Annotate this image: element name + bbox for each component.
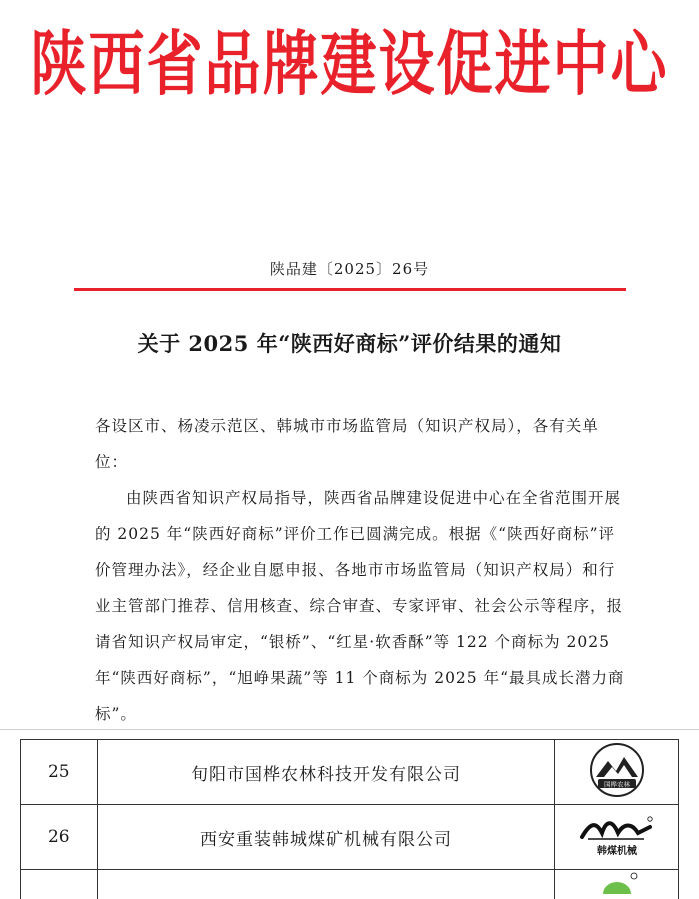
guohua-logo-icon (586, 741, 648, 799)
row-number: 25 (21, 740, 98, 805)
logo-cell (555, 805, 679, 870)
guohua-logo-text: 国桦农林 (604, 779, 631, 788)
salutation: 各设区市、杨凌示范区、韩城市市场监管局（知识产权局），各有关单位： (95, 408, 625, 480)
body-paragraph: 由陕西省知识产权局指导，陕西省品牌建设促进中心在全省范围开展的 2025 年“陕西好商标”评价工作已圆满完成。根据《“陕西好商标”评价管理办法》，经企业自愿申报、各地市市场监管局（知识产权局）和行业主管部门推荐、信用核查、综合审查、专家评审、社会公示等程序，报请省知识产权局审定，“银桥”、“红星·软香酥”等 122 个商标为 2025 年“陕西好商标”，“旭峥果蔬”等 11 个商标为 2025 年“最具成长潜力商标”。 (95, 480, 625, 732)
company-name: 西安重装韩城煤矿机械有限公司 (97, 805, 555, 870)
green-logo-icon (587, 870, 647, 894)
organization-header: 陕西省品牌建设促进中心 (0, 14, 699, 114)
logo-cell (555, 870, 679, 899)
logo-cell (555, 740, 679, 805)
document-number: 陕品建〔2025〕26号 (0, 258, 699, 279)
company-table (20, 739, 679, 899)
table-row-partial (21, 870, 679, 899)
hancheng-logo-icon (578, 811, 656, 859)
company-name: 旬阳市国桦农林科技开发有限公司 (97, 740, 555, 805)
document-title: 关于 2025 年“陕西好商标”评价结果的通知 (0, 328, 699, 358)
table-row (21, 740, 679, 805)
row-number: 26 (21, 805, 98, 870)
hancheng-logo-text: 韩煤机械 (597, 844, 637, 857)
document-body (95, 408, 625, 732)
table-row (21, 805, 679, 870)
red-divider (74, 288, 626, 291)
